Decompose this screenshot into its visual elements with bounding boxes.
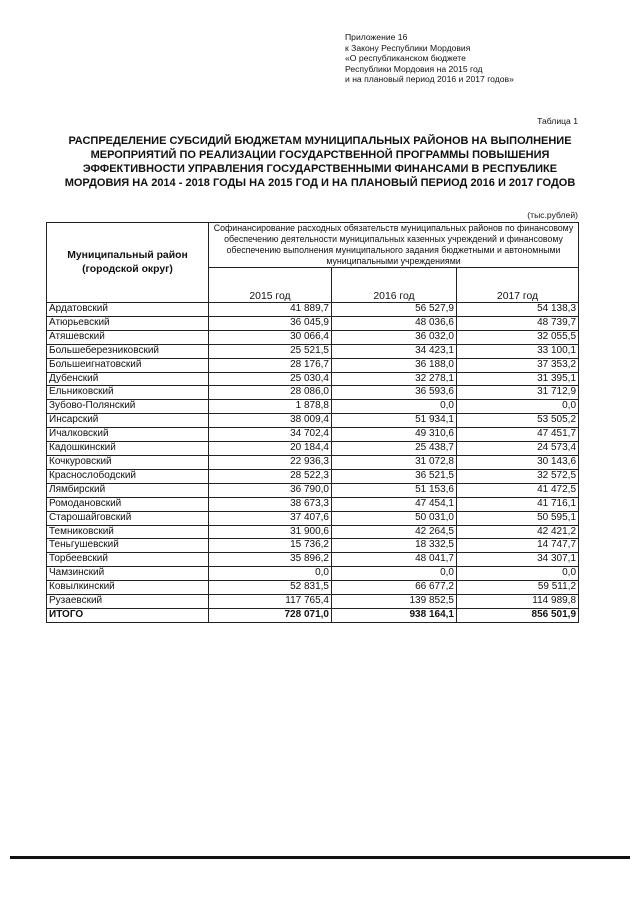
district-name-cell: Лямбирский [47, 483, 209, 497]
value-2016-cell: 36 032,0 [332, 330, 457, 344]
appendix-line: Приложение 16 [345, 32, 408, 42]
value-2017-cell: 31 712,9 [457, 386, 579, 400]
table-row [47, 539, 579, 553]
table-row [47, 358, 579, 372]
appendix-note [345, 32, 514, 85]
table-row [47, 511, 579, 525]
value-2017-cell: 0,0 [457, 567, 579, 581]
district-name-cell: Атюрьевский [47, 316, 209, 330]
value-2017-cell: 31 395,1 [457, 372, 579, 386]
table-row [47, 483, 579, 497]
value-2016-cell: 32 278,1 [332, 372, 457, 386]
district-name-cell: Ельниковский [47, 386, 209, 400]
value-2017-cell: 50 595,1 [457, 511, 579, 525]
value-2017-cell: 54 138,3 [457, 303, 579, 317]
district-name-cell: Атяшевский [47, 330, 209, 344]
value-2015-cell: 30 066,4 [209, 330, 332, 344]
value-2015-cell: 34 702,4 [209, 428, 332, 442]
value-2015-cell: 728 071,0 [209, 608, 332, 622]
value-2015-cell: 25 521,5 [209, 344, 332, 358]
district-name-cell: Рузаевский [47, 595, 209, 609]
value-2016-cell: 56 527,9 [332, 303, 457, 317]
value-2015-cell: 1 878,8 [209, 400, 332, 414]
value-2017-cell: 30 143,6 [457, 455, 579, 469]
header-row [47, 223, 579, 268]
value-2016-cell: 51 153,6 [332, 483, 457, 497]
table-row [47, 386, 579, 400]
description-header: Софинансирование расходных обязательств муниципальных районов по финансовому обеспечению деятельности муниципальных казенных учреждений и финансовому обеспечению выполнения муниципального задания бюджетными и автономными муниципальными учреждениями [209, 223, 579, 268]
value-2017-cell: 33 100,1 [457, 344, 579, 358]
value-2015-cell: 28 176,7 [209, 358, 332, 372]
value-2017-cell: 32 572,5 [457, 469, 579, 483]
value-2015-cell: 28 086,0 [209, 386, 332, 400]
district-name-cell: Ромодановский [47, 497, 209, 511]
value-2015-cell: 52 831,5 [209, 581, 332, 595]
district-name-cell: Ковылкинский [47, 581, 209, 595]
value-2017-cell: 37 353,2 [457, 358, 579, 372]
table-row [47, 414, 579, 428]
table-row [47, 400, 579, 414]
value-2016-cell: 48 041,7 [332, 553, 457, 567]
value-2017-cell: 0,0 [457, 400, 579, 414]
value-2016-cell: 18 332,5 [332, 539, 457, 553]
value-2015-cell: 35 896,2 [209, 553, 332, 567]
district-name-cell: Инсарский [47, 414, 209, 428]
value-2015-cell: 22 936,3 [209, 455, 332, 469]
district-name-cell: Дубенский [47, 372, 209, 386]
value-2016-cell: 42 264,5 [332, 525, 457, 539]
table-row [47, 469, 579, 483]
table-row [47, 344, 579, 358]
bottom-rule [10, 856, 630, 859]
table-label: Таблица 1 [537, 116, 578, 126]
table-row [47, 497, 579, 511]
value-2016-cell: 66 677,2 [332, 581, 457, 595]
year-header-2016: 2016 год [332, 268, 457, 303]
year-header-2017: 2017 год [457, 268, 579, 303]
value-2016-cell: 938 164,1 [332, 608, 457, 622]
table-row [47, 372, 579, 386]
value-2015-cell: 25 030,4 [209, 372, 332, 386]
district-name-cell: Старошайговский [47, 511, 209, 525]
value-2016-cell: 49 310,6 [332, 428, 457, 442]
value-2016-cell: 50 031,0 [332, 511, 457, 525]
district-name-cell: Большеигнатовский [47, 358, 209, 372]
value-2015-cell: 38 009,4 [209, 414, 332, 428]
value-2017-cell: 14 747,7 [457, 539, 579, 553]
table-body [47, 303, 579, 623]
value-2016-cell: 34 423,1 [332, 344, 457, 358]
district-name-cell: Кадошкинский [47, 442, 209, 456]
district-name-cell: Ардатовский [47, 303, 209, 317]
value-2017-cell: 114 989,8 [457, 595, 579, 609]
value-2016-cell: 48 036,6 [332, 316, 457, 330]
value-2017-cell: 41 716,1 [457, 497, 579, 511]
value-2015-cell: 41 889,7 [209, 303, 332, 317]
table-row [47, 553, 579, 567]
district-name-cell: Темниковский [47, 525, 209, 539]
table-row [47, 428, 579, 442]
appendix-line: и на плановый период 2016 и 2017 годов» [345, 74, 514, 84]
value-2016-cell: 0,0 [332, 567, 457, 581]
table-row [47, 455, 579, 469]
appendix-line: к Закону Республики Мордовия [345, 42, 471, 53]
district-name-cell: Большеберезниковский [47, 344, 209, 358]
district-name-cell: Чамзинский [47, 567, 209, 581]
document-title: РАСПРЕДЕЛЕНИЕ СУБСИДИЙ БЮДЖЕТАМ МУНИЦИПАЛЬНЫХ РАЙОНОВ НА ВЫПОЛНЕНИЕ МЕРОПРИЯТИЙ ПО РЕАЛИЗАЦИИ ГОСУДАРСТВЕННОЙ ПРОГРАММЫ ПОВЫШЕНИЯ ЭФФЕКТИВНОСТИ УПРАВЛЕНИЯ ГОСУДАРСТВЕННЫМИ ФИНАНСАМИ В РЕСПУБЛИКЕ МОРДОВИЯ НА 2014 - 2018 ГОДЫ НА 2015 ГОД И НА ПЛАНОВЫЙ ПЕРИОД 2016 И 2017 ГОДОВ [64, 135, 576, 189]
value-2015-cell: 15 736,2 [209, 539, 332, 553]
value-2015-cell: 38 673,3 [209, 497, 332, 511]
value-2016-cell: 36 188,0 [332, 358, 457, 372]
table-row [47, 595, 579, 609]
district-column-header: Муниципальный район (городской округ) [47, 223, 209, 303]
table-row [47, 330, 579, 344]
value-2016-cell: 47 454,1 [332, 497, 457, 511]
subsidy-table [46, 222, 579, 623]
value-2016-cell: 36 521,5 [332, 469, 457, 483]
value-2016-cell: 36 593,6 [332, 386, 457, 400]
value-2015-cell: 28 522,3 [209, 469, 332, 483]
district-name-cell: Ичалковский [47, 428, 209, 442]
district-name-cell: Кочкуровский [47, 455, 209, 469]
value-2015-cell: 117 765,4 [209, 595, 332, 609]
value-2017-cell: 24 573,4 [457, 442, 579, 456]
table-row [47, 581, 579, 595]
appendix-line: Республики Мордовия на 2015 год [345, 63, 483, 74]
value-2017-cell: 32 055,5 [457, 330, 579, 344]
value-2015-cell: 37 407,6 [209, 511, 332, 525]
value-2017-cell: 47 451,7 [457, 428, 579, 442]
table-row [47, 525, 579, 539]
value-2015-cell: 36 045,9 [209, 316, 332, 330]
value-2016-cell: 31 072,8 [332, 455, 457, 469]
table-row [47, 567, 579, 581]
value-2017-cell: 53 505,2 [457, 414, 579, 428]
district-name-cell: Зубово-Полянский [47, 400, 209, 414]
value-2017-cell: 48 739,7 [457, 316, 579, 330]
value-2016-cell: 51 934,1 [332, 414, 457, 428]
value-2017-cell: 41 472,5 [457, 483, 579, 497]
unit-label: (тыс.рублей) [527, 210, 578, 220]
district-name-cell: Теньгушевский [47, 539, 209, 553]
year-header-2015: 2015 год [209, 268, 332, 303]
district-name-cell: Торбеевский [47, 553, 209, 567]
district-name-cell: ИТОГО [47, 608, 209, 622]
value-2016-cell: 0,0 [332, 400, 457, 414]
value-2015-cell: 0,0 [209, 567, 332, 581]
table-row [47, 303, 579, 317]
district-name-cell: Краснослободский [47, 469, 209, 483]
value-2016-cell: 139 852,5 [332, 595, 457, 609]
value-2016-cell: 25 438,7 [332, 442, 457, 456]
table-row [47, 316, 579, 330]
table-row [47, 442, 579, 456]
value-2015-cell: 36 790,0 [209, 483, 332, 497]
total-row [47, 608, 579, 622]
value-2015-cell: 20 184,4 [209, 442, 332, 456]
value-2017-cell: 42 421,2 [457, 525, 579, 539]
value-2015-cell: 31 900,6 [209, 525, 332, 539]
value-2017-cell: 34 307,1 [457, 553, 579, 567]
value-2017-cell: 856 501,9 [457, 608, 579, 622]
appendix-line: «О республиканском бюджете [345, 53, 466, 63]
value-2017-cell: 59 511,2 [457, 581, 579, 595]
